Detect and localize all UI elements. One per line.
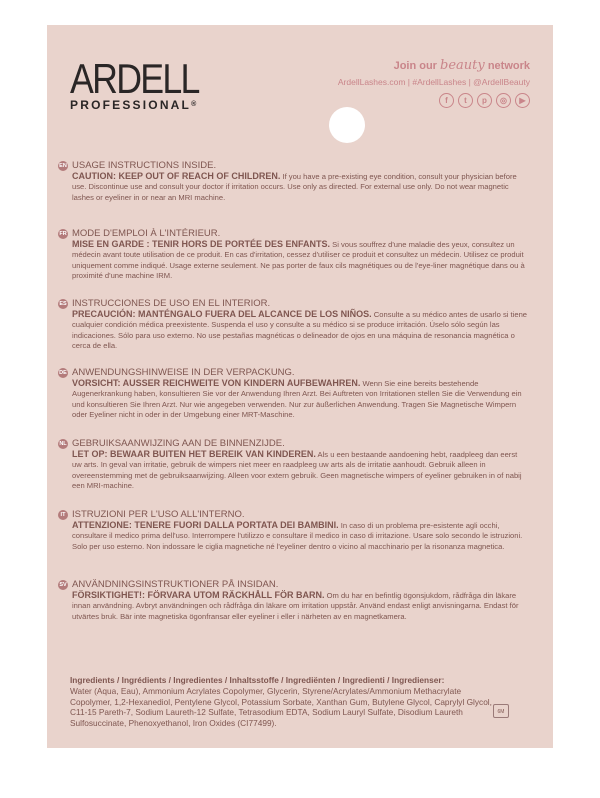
section-fr [58, 228, 528, 298]
hang-hole [329, 107, 365, 143]
section-body: VORSICHT: AUSSER REICHWEITE VON KINDERN AUFBEWAHREN. Wenn Sie eine bereits bestehende Augenerkrankung haben, konsultieren Sie vor der Anwendung Ihren Arzt. Bei Auftreten von Irritationen stellen Sie die Verwendung ein und konsultieren Sie Ihren Arzt. Nur wie angegeben verwenden. Nur zur äußerlichen Anwendung. Tragen Sie Magnetische Wimpern oder Eyeliner nicht in oder in der Umgebung einer MRT-Maschine. [72, 378, 522, 420]
language-badge-nl: NL [59, 441, 67, 447]
twitter-icon: t [458, 93, 473, 108]
social-handles: ArdellLashes.com | #ArdellLashes | @ArdellBeauty [337, 77, 530, 87]
section-sv [58, 579, 528, 649]
language-badge-fr: FR [59, 231, 67, 237]
brand-name: ARDELL [70, 55, 199, 102]
section-heading: ISTRUZIONI PER L'USO ALL'INTERNO. [72, 509, 245, 520]
section-body: FÖRSIKTIGHET!: FÖRVARA UTOM RÄCKHÅLL FÖR BARN. Om du har en befintlig ögonsjukdom, rådfråga din läkare innan användning. Avbryt användningen och rådfråga din läkare om irritation uppstår. Använd endast enligt anvisningarna. Endast för utvärtes bruk. Bär inte magnetiska ögonfransar eller eyeliner i eller i närheten av en magnetkamera. [72, 590, 519, 621]
section-de [58, 367, 528, 438]
language-badge-sv: SV [59, 582, 67, 588]
section-heading: ANVÄNDNINGSINSTRUKTIONER PÅ INSIDAN. [72, 579, 279, 590]
language-badge-de: DE [59, 370, 67, 376]
ingredients-text: Water (Aqua, Eau), Ammonium Acrylates Copolymer, Glycerin, Styrene/Acrylates/Ammonium Methacrylate Copolymer, 1,2-Hexanediol, Pentylene Glycol, Potassium Sorbate, Xanthan Gum, Butylene Glycol, Caprylyl Glycol, C11-15 Pareth-7, Sodium Laureth-12 Sulfate, Tetrasodium EDTA, Sodium Lauryl Sulfate, Disodium Laureth Sulfosuccinate, Phenoxyethanol, Iron Oxides (CI77499). [70, 685, 492, 729]
youtube-icon: ▶ [515, 93, 530, 108]
pinterest-icon: p [477, 93, 492, 108]
brand-logo [70, 55, 199, 112]
language-badge-it: IT [58, 510, 68, 520]
period-after-opening-icon: 6M [493, 704, 509, 718]
section-body: LET OP: BEWAAR BUITEN HET BEREIK VAN KINDEREN. Als u een bestaande aandoening hebt, raadpleeg dan eerst uw arts. In geval van irritatie, gebruik de wimpers niet meer en raadpleeg uw arts als de irritatie aanhoudt. Gebruik alleen in overeenstemming met de gebruiksaanwijzing. Alleen voor extern gebruik. Geen magnetische wimpers of eyeliner gebruiken in of nabij een MRI-machine. [72, 449, 522, 491]
social-icons [338, 93, 530, 108]
section-heading: USAGE INSTRUCTIONS INSIDE. [72, 160, 217, 171]
section-heading: MODE D'EMPLOI À L'INTÉRIEUR. [72, 228, 221, 239]
join-network-text: Join our beauty network [393, 58, 530, 73]
language-badge-en: EN [59, 163, 67, 169]
social-network-block [338, 58, 530, 108]
section-it [58, 509, 528, 579]
section-body: MISE EN GARDE : TENIR HORS DE PORTÉE DES ENFANTS. Si vous souffrez d'une maladie des yeux, consultez un médecin avant toute utilisation de ce produit. En cas d'irritation, cessez d'utiliser ce produit et consultez un médecin. Utilisez ce produit uniquement comme indiqué. Usage externe seulement. Ne pas porter de faux cils magnétiques ou de l'eye-liner magnétique dans ou à proximité d'une machine IRM. [72, 239, 525, 281]
section-heading: GEBRUIKSAANWIJZING AAN DE BINNENZIJDE. [72, 438, 285, 449]
section-body: ATTENZIONE: TENERE FUORI DALLA PORTATA DEI BAMBINI. In caso di un problema pre-esistente agli occhi, consultare il medico prima dell'uso. Interrompere l'utilizzo e consultare il medico in caso di irritazione. Usare solo secondo le istruzioni. Solo per uso esterno. Non indossare le ciglia magnetiche né l'eyeliner dentro o vicino al macchinario per la risonanza magnetica. [72, 520, 523, 551]
language-badge-es: ES [59, 301, 67, 307]
section-body: PRECAUCIÓN: MANTÉNGALO FUERA DEL ALCANCE DE LOS NIÑOS. Consulte a su médico antes de usarlo si tiene cualquier condición médica preexistente. Suspenda el uso y consulte a su médico si se produce irritación. Úselo sólo según las indicaciones. Sólo para uso externo. No use pestañas magnéticas o delineador de ojos en una máquina de resonancia magnética o cerca de ella. [72, 309, 528, 351]
instagram-icon: ◎ [496, 93, 511, 108]
section-es [58, 298, 528, 367]
ingredients-label: Ingredients / Ingrédients / Ingredientes / Inhaltsstoffe / Ingrediënten / Ingredienti / Ingredienser: [70, 675, 445, 685]
section-body: CAUTION: KEEP OUT OF REACH OF CHILDREN. If you have a pre-existing eye condition, consult your physician before use. Discontinue use and consult your doctor if irritation occurs. Use only as directed. For external use only. Do not wear magnetic lashes or eyeliner in or near an MRI machine. [72, 171, 517, 202]
warnings-sections [58, 160, 528, 649]
facebook-icon: f [439, 93, 454, 108]
section-nl [58, 438, 528, 509]
section-heading: ANWENDUNGSHINWEISE IN DER VERPACKUNG. [72, 367, 295, 378]
ingredients-block [70, 675, 500, 729]
brand-sub: PROFESSIONAL® [70, 98, 199, 112]
section-heading: INSTRUCCIONES DE USO EN EL INTERIOR. [72, 298, 271, 309]
section-en [58, 160, 528, 228]
